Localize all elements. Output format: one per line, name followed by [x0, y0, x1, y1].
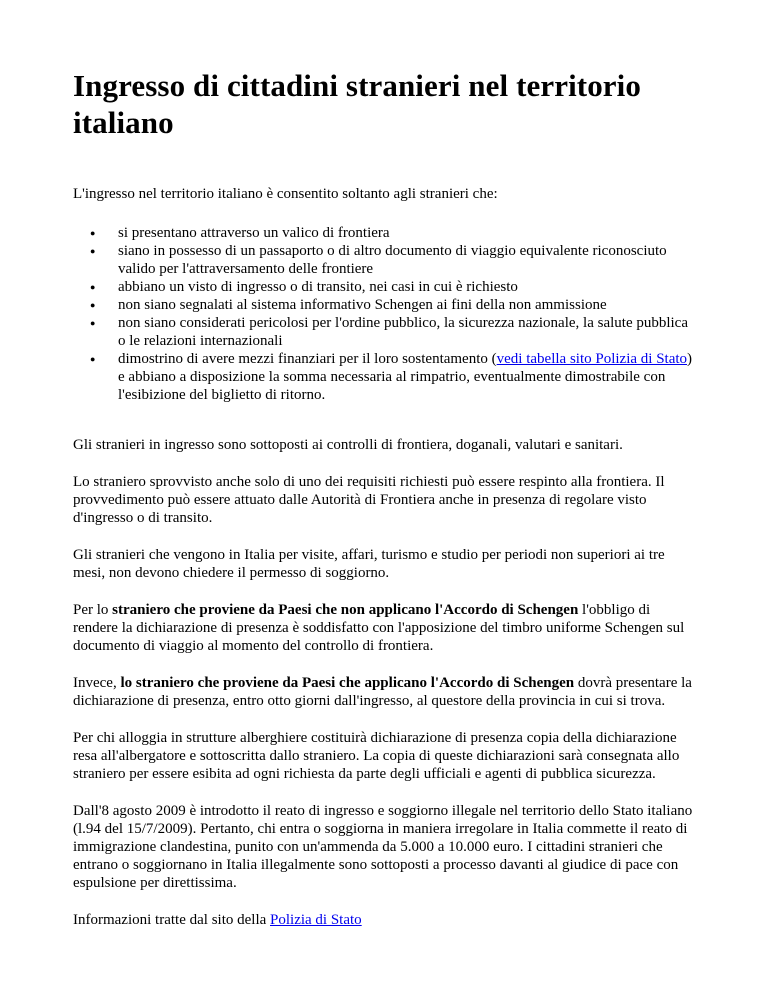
list-item-text: non siano segnalati al sistema informativo Schengen ai fini della non ammissione	[118, 297, 607, 313]
controls-paragraph: Gli stranieri in ingresso sono sottoposti ai controlli di frontiera, doganali, valutari e sanitari.	[73, 437, 623, 453]
non-schengen-paragraph	[73, 601, 696, 655]
list-item-text-before: dimostrino di avere mezzi finanziari per il loro sostentamento (	[118, 351, 497, 367]
bullet-icon: ●	[90, 318, 96, 328]
list-item	[90, 296, 696, 314]
list-item	[90, 350, 696, 404]
list-item-text: siano in possesso di un passaporto o di altro documento di viaggio equivalente riconosciuto valido per l'attraversamento delle frontiere	[118, 243, 667, 277]
non-schengen-text-before: Per lo	[73, 602, 113, 618]
hotels-paragraph: Per chi alloggia in strutture alberghiere costituirà dichiarazione di presenza copia della dichiarazione resa all'albergatore e sottoscritta dallo straniero. La copia di queste dichiarazioni sarà consegnata allo straniero per essere esibita ad ogni richiesta da parte degli ufficiali e agenti di pubblica sicurezza.	[73, 730, 680, 782]
list-item	[90, 224, 696, 242]
list-item-text: abbiano un visto di ingresso o di transito, nei casi in cui è richiesto	[118, 279, 518, 295]
page-title: Ingresso di cittadini stranieri nel territorio italiano	[73, 68, 641, 140]
schengen-text-after: dovrà presentare la dichiarazione di presenza, entro otto giorni dall'ingresso, al questore della provincia in cui si trova.	[73, 675, 692, 709]
non-schengen-text-after: l'obbligo di rendere la dichiarazione di presenza è soddisfatto con l'apposizione del timbro uniforme Schengen sul documento di viaggio al momento del controllo di frontiera.	[73, 602, 685, 654]
list-item-text: si presentano attraverso un valico di frontiera	[118, 225, 390, 241]
non-schengen-bold: straniero che proviene da Paesi che non applicano l'Accordo di Schengen	[112, 602, 579, 618]
source-text: Informazioni tratte dal sito della	[73, 912, 271, 928]
list-item	[90, 242, 696, 278]
polizia-table-link[interactable]: vedi tabella sito Polizia di Stato	[496, 351, 688, 367]
bullet-icon: ●	[90, 282, 96, 292]
schengen-bold: lo straniero che proviene da Paesi che applicano l'Accordo di Schengen	[120, 675, 575, 691]
intro-paragraph: L'ingresso nel territorio italiano è consentito soltanto agli stranieri che:	[73, 186, 498, 202]
schengen-paragraph	[73, 674, 696, 710]
requirements-list	[73, 224, 696, 404]
bullet-icon: ●	[90, 354, 96, 364]
list-item	[90, 278, 696, 296]
list-item-text: non siano considerati pericolosi per l'ordine pubblico, la sicurezza nazionale, la salute pubblica o le relazioni internazionali	[118, 315, 688, 349]
short-stay-paragraph: Gli stranieri che vengono in Italia per visite, affari, turismo e studio per periodi non superiori ai tre mesi, non devono chiedere il permesso di soggiorno.	[73, 547, 665, 581]
bullet-icon: ●	[90, 228, 96, 238]
bullet-icon: ●	[90, 246, 96, 256]
list-item	[90, 314, 696, 350]
source-paragraph	[73, 911, 696, 929]
rejection-paragraph: Lo straniero sprovvisto anche solo di uno dei requisiti richiesti può essere respinto alla frontiera. Il provvedimento può essere attuato dalle Autorità di Frontiera anche in presenza di regolare visto d'ingresso o di transito.	[73, 474, 665, 526]
illegal-entry-paragraph: Dall'8 agosto 2009 è introdotto il reato di ingresso e soggiorno illegale nel territorio dello Stato italiano (l.94 del 15/7/2009). Pertanto, chi entra o soggiorna in maniera irregolare in Italia commette il reato di immigrazione clandestina, punito con un'ammenda da 5.000 a 10.000 euro. I cittadini stranieri che entrano o soggiornano in Italia illegalmente sono sottoposti a processo davanti al giudice di pace con espulsione per direttissima.	[73, 803, 693, 891]
schengen-text-before: Invece,	[73, 675, 121, 691]
polizia-di-stato-link[interactable]: Polizia di Stato	[270, 912, 362, 928]
list-item-text-after: ) e abbiano a disposizione la somma necessaria al rimpatrio, eventualmente dimostrabile con l'esibizione del biglietto di ritorno.	[118, 351, 693, 403]
bullet-icon: ●	[90, 300, 96, 310]
